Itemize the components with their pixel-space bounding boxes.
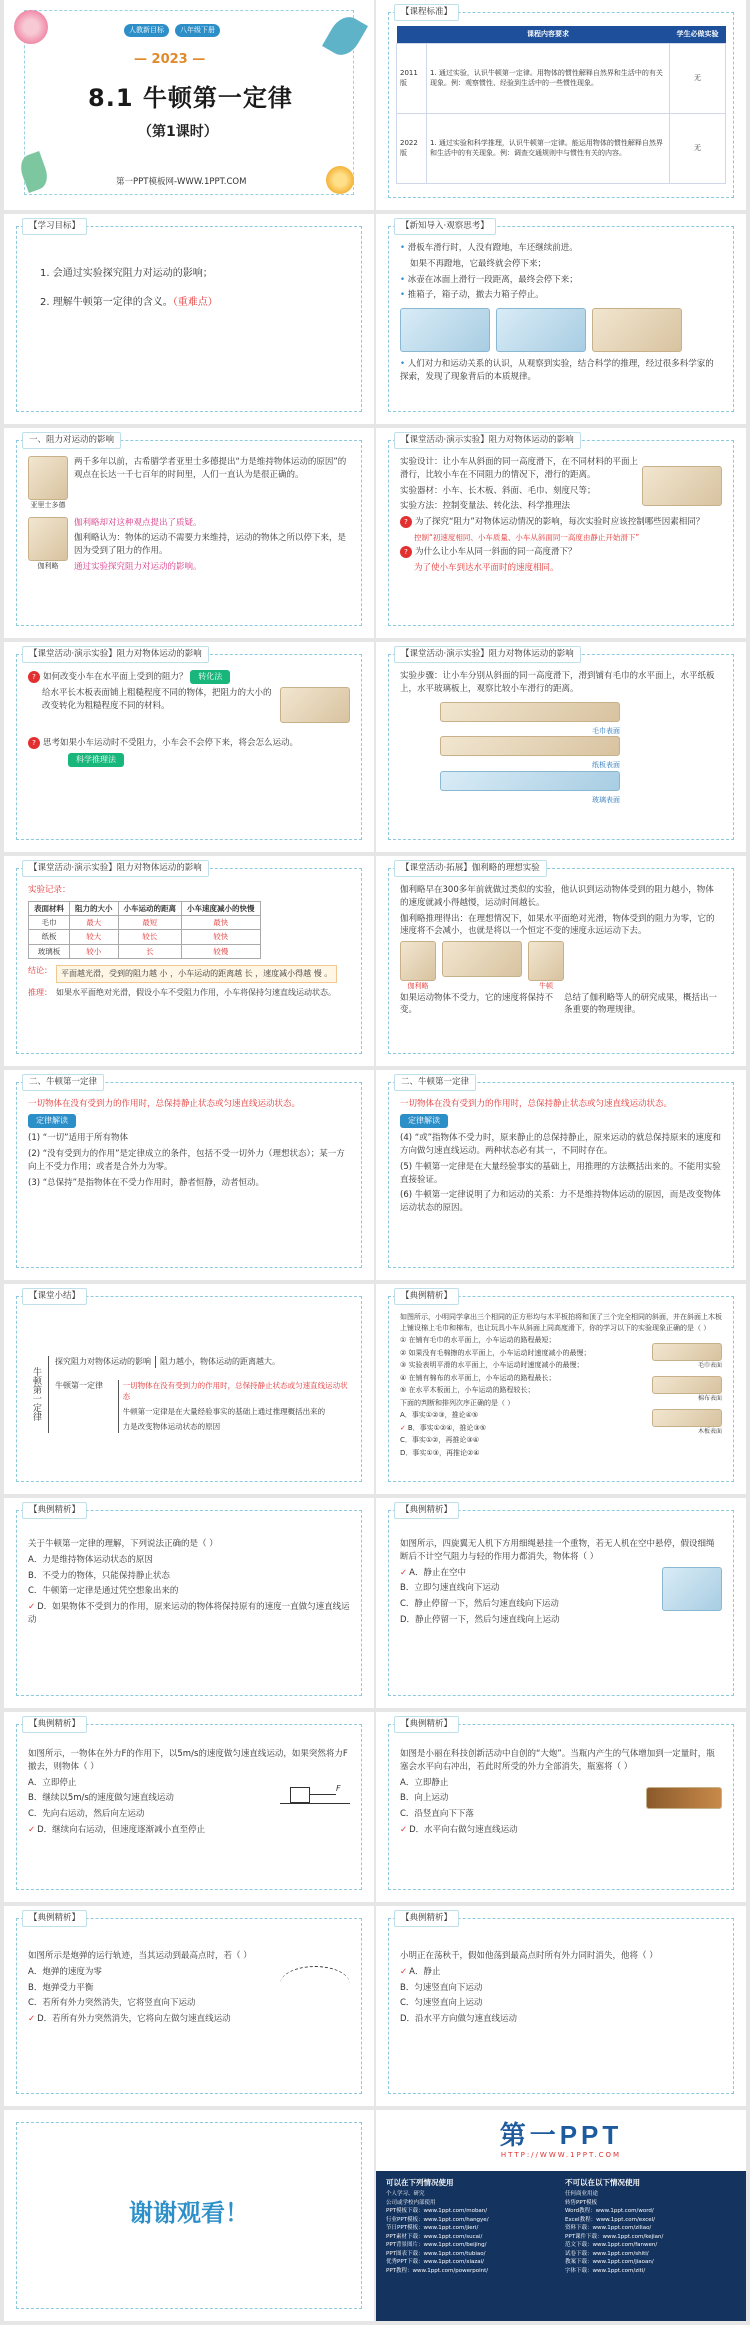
slide-tag: 【课堂活动·演示实验】阻力对物体运动的影响 (394, 646, 581, 663)
option[interactable]: C．静止停留一下，然后匀速直线向下运动 (400, 1599, 559, 1609)
thanks-slide (4, 2110, 374, 2321)
promo-col2-title: 不可以在以下情况使用 (565, 2178, 640, 2187)
ex2-stem: 关于牛顿第一定律的理解，下列说法正确的是（ ） (28, 1539, 218, 1549)
infer-label: 推理： (28, 987, 52, 997)
summary-slide (4, 1284, 374, 1494)
option[interactable]: B．向上运动 (400, 1793, 449, 1804)
check-icon: ✓ (28, 2014, 36, 2024)
intro-line: • 推箱子，箱子动，撤去力箱子停止。 (400, 289, 722, 302)
check-icon: ✓ (400, 1824, 408, 1835)
promo-col1-title: 可以在下列情况使用 (386, 2178, 454, 2187)
ex5-slide (376, 1712, 746, 1902)
promo-link[interactable]: 字体下载：www.1ppt.com/ziti/ (565, 2267, 646, 2274)
lesson-subtitle: （第1课时） (138, 124, 218, 140)
law-text: 一切物体在没有受到力的作用时，总保持静止状态或匀速直线运动状态。 (28, 1099, 301, 1109)
glass-track (440, 771, 620, 791)
promo-link[interactable]: 优秀PPT下载：www.1ppt.com/xiazai/ (386, 2259, 485, 2266)
ideal-p3: 如果运动物体不受力，它的速度将保持不变。 (400, 992, 554, 1016)
promo-slide (376, 2110, 746, 2321)
table-cell: 较长 (118, 930, 182, 944)
intro-line: • 冰壶在冰面上滑行一段距离，最终会停下来； (400, 274, 722, 287)
surface-label: 棉布表面 (697, 1395, 722, 1402)
history-p4: 通过实验探究阻力对运动的影响。 (74, 561, 202, 572)
standards-slide (376, 0, 746, 210)
board-track (440, 736, 620, 756)
slide-tag: 二、牛顿第一定律 (22, 1074, 104, 1091)
exp1-a1: 控制“初速度相同、小车质量、小车从斜面同一高度由静止开始滑下” (414, 532, 640, 542)
promo-link[interactable]: PPT背景图片：www.1ppt.com/beijing/ (386, 2242, 487, 2249)
surface-label: 毛巾表面 (697, 1362, 722, 1369)
law-item: (5) 牛顿第一定律是在大量经验事实的基础上，用推理的方法概括出来的。不能用实验直接验证。 (400, 1161, 721, 1185)
law-text: 一切物体在没有受到力的作用时，总保持静止状态或匀速直线运动状态。 (400, 1099, 673, 1109)
table-cell: 毛巾 (29, 916, 70, 930)
table-cell: 较慢 (182, 944, 261, 958)
ex6-slide (4, 1906, 374, 2106)
flower-decoration (14, 10, 48, 44)
portrait-name: 伽利略 (37, 561, 59, 570)
key-mark: （重难点） (172, 297, 218, 308)
summary-leaf: 力是改变物体运动状态的原因 (122, 1422, 221, 1432)
exp1-slide (376, 428, 746, 638)
exp3-text: 实验步骤：让小车分别从斜面的同一高度滑下，滑到铺有毛巾的水平面上，水平纸板上，水平玻璃板上，观察比较小车滑行的距离。 (400, 671, 715, 694)
ex1-step: ② 如果没有毛棉擦的水平面上，小车运动时速度减小的最慢； (400, 1348, 591, 1357)
exp1-equip: 实验器材：小车、长木板、斜面、毛巾、刻度尺等； (400, 485, 596, 496)
ramp-image (280, 687, 350, 723)
option[interactable]: C．沿竖直向下下落 (400, 1809, 474, 1819)
table-cell: 较快 (182, 930, 261, 944)
ex1-hint: 下面的判断和排列次序正确的是（ ） (400, 1398, 515, 1407)
title-slide (4, 0, 374, 210)
option[interactable]: B．事实①②④，推论③⑤ (407, 1423, 487, 1432)
flower-decoration-2 (326, 166, 354, 194)
exp1-q1: 为了探究“阻力”对物体运动情况的影响，每次实验时应该控制哪些因素相同？ (415, 517, 705, 527)
option[interactable]: C．若所有外力突然消失，它将竖直向下运动 (28, 1998, 196, 2009)
table-cell: 玻璃板 (29, 944, 70, 958)
history-p1: 两千多年以前，古希腊学者亚里士多德提出“力是维持物体运动的原因”的观点在长达一千七百年的时间里，人们一直认为是很正确的。 (74, 457, 347, 480)
table-cell: 长 (118, 944, 182, 958)
intro-bottom: • 人们对力和运动关系的认识，从观察到实验，结合科学的推理，经过很多科学家的探索，发现了现象背后的本质规律。 (400, 358, 722, 384)
slide-tag: 【典例精析】 (394, 1716, 459, 1733)
check-icon: ✓ (28, 1824, 36, 1835)
option[interactable]: A．炮弹的速度为零 (28, 1966, 102, 1977)
row-year: 2022 版 (397, 113, 427, 183)
ppt-logo: 第一PPT (499, 2120, 623, 2150)
exp2-q: 如何改变小车在水平面上受到的阻力？ (43, 672, 188, 682)
law-item: (4) “或”指物体不受力时，原来静止的总保持静止，原来运动的就总保持原来的速度和方向做匀速直线运动。两种状态必有其一，不同时存在。 (400, 1133, 722, 1156)
ex4-stem: 如图所示，一物体在外力F的作用下，以5m/s的速度做匀速直线运动，如果突然将力F撤去，则物体（ ） (28, 1749, 348, 1772)
trajectory-icon (280, 1966, 350, 2002)
option[interactable]: A．事实①②③，推论④⑤ (400, 1411, 479, 1419)
option[interactable]: D．继续向右运动，但速度逐渐减小直至停止 (37, 1824, 206, 1835)
intro-line: • 滑板车滑行时，人没有蹬地，车还继续前进。 (400, 242, 722, 255)
portrait-name: 亚里士多德 (30, 501, 66, 509)
row-exp: 无 (670, 113, 726, 183)
table-cell: 最大 (70, 916, 119, 930)
promo-link[interactable]: 资料下载：www.1ppt.com/ziliao/ (565, 2225, 652, 2232)
option[interactable]: A．静止 (409, 1966, 441, 1977)
option[interactable]: B．继续以5m/s的速度做匀速直线运动 (28, 1793, 174, 1804)
history-p3: 伽利略认为：物体的运动不需要力来维持，运动的物体之所以停下来，是因为受到了阻力的作用。 (74, 533, 347, 556)
newton-portrait (528, 941, 564, 981)
option[interactable]: D．沿水平方向做匀速直线运动 (400, 2014, 518, 2024)
ex3-slide (376, 1498, 746, 1708)
table-header: 小车运动的距离 (118, 901, 182, 915)
ex1-step: ① 在铺有毛巾的水平面上，小车运动的路程最短； (400, 1336, 556, 1344)
promo-link[interactable]: Word教程：www.1ppt.com/word/ (565, 2208, 654, 2215)
q-icon: ? (28, 737, 40, 749)
record-title: 实验记录： (28, 885, 71, 895)
conclusion-box: 平面越光滑，受到的阻力越 小 ，小车运动的距离越 长 ，速度减小得越 慢 。 (56, 965, 337, 983)
col-header: 课程内容要求 (427, 26, 670, 43)
summary-leaf: 一切物体在没有受到力的作用时，总保持静止状态或匀速直线运动状态 (122, 1380, 348, 1401)
promo-link[interactable]: 教案下载：www.1ppt.com/jiaoan/ (565, 2259, 654, 2266)
option[interactable]: D．静止停留一下，然后匀速直线向上运动 (400, 1614, 560, 1625)
law-item: (2) “没有受到力的作用”是定律成立的条件，包括不受一切外力（理想状态）；某一方向上不受力作用；或者是合外力为零。 (28, 1149, 345, 1172)
option[interactable]: A．力是维持物体运动状态的原因 (28, 1554, 153, 1565)
summary-branch: 探究阻力对物体运动的影响 (55, 1356, 151, 1366)
intro-slide (376, 214, 746, 424)
law2-slide (376, 1070, 746, 1280)
portrait-name: 伽利略 (407, 982, 429, 990)
option[interactable]: C．牛顿第一定律是通过凭空想象出来的 (28, 1586, 179, 1597)
slide-tag: 【典例精析】 (394, 1502, 459, 1519)
standards-table (396, 26, 726, 184)
promo-link[interactable]: PPT素材下载：www.1ppt.com/sucai/ (386, 2233, 483, 2240)
exp2-slide (4, 642, 374, 852)
grade-badge: 八年级下册 (175, 24, 220, 37)
slide-tag: 【典例精析】 (22, 1716, 87, 1733)
option[interactable]: D．事实①③，再推论②④ (400, 1448, 480, 1457)
row-exp: 无 (670, 43, 726, 113)
check-icon: ✓ (400, 1423, 406, 1432)
table-header: 小车速度减小的快慢 (182, 901, 261, 915)
box-push-image (592, 308, 682, 352)
ex4-slide (4, 1712, 374, 1902)
lesson-title: 8.1 牛顿第一定律 (88, 84, 293, 112)
law1-slide (4, 1070, 374, 1280)
table-cell: 较小 (70, 944, 119, 958)
slide-tag: 【典例精析】 (394, 1288, 459, 1305)
ground-line (280, 1803, 350, 1804)
promo-link[interactable]: 行业PPT模板：www.1ppt.com/hangye/ (386, 2216, 489, 2223)
promo-link[interactable]: 试卷下载：www.1ppt.com/shiti/ (565, 2250, 649, 2257)
track-label: 纸板表面 (592, 761, 620, 769)
summary-leaf: 阻力越小，物体运动的距离越大。 (155, 1356, 280, 1368)
ppt-url: HTTP://WWW.1PPT.COM (500, 2151, 622, 2159)
ex7-slide (376, 1906, 746, 2106)
promo-link[interactable]: PPT模板下载：www.1ppt.com/moban/ (386, 2208, 488, 2215)
q-icon: ? (28, 671, 40, 683)
block-icon (290, 1787, 310, 1803)
table-cell: 较大 (70, 930, 119, 944)
slide-tag: 【课堂活动·演示实验】阻力对物体运动的影响 (22, 860, 209, 877)
slide-tag: 一、阻力对运动的影响 (22, 432, 121, 449)
record-table (28, 901, 261, 959)
interpret-pill: 定律解读 (400, 1114, 448, 1128)
ramp-image (642, 466, 722, 506)
history-slide (4, 428, 374, 638)
ideal-p2: 伽利略推理得出：在理想情况下，如果水平面绝对光滑，物体受到的阻力为零，它的速度将不会减小，也就是将以一个恒定不变的速度永远运动下去。 (400, 913, 715, 937)
track-label: 玻璃表面 (592, 795, 620, 804)
infer-text: 如果水平面绝对光滑，假设小车不受阻力作用，小车将保持匀速直线运动状态。 (56, 987, 336, 997)
slide-tag: 【新知导入·观察思考】 (394, 218, 496, 235)
force-arrow-icon (310, 1794, 336, 1795)
ex1-slide (376, 1284, 746, 1494)
aristotle-portrait (28, 456, 68, 500)
row-content: 1. 通过实验，认识牛顿第一定律。用物体的惯性解释自然界和生活中的有关现象。例：观察惯性、经验到生活中的一些惯性现象。 (427, 43, 670, 113)
slide-tag: 【课堂活动·拓展】伽利略的理想实验 (394, 860, 547, 877)
promo-link[interactable]: Excel教程：www.1ppt.com/excel/ (565, 2216, 656, 2223)
method-pill: 转化法 (190, 670, 230, 684)
option[interactable]: B．匀速竖直向下运动 (400, 1982, 483, 1993)
slide-tag: 【典例精析】 (22, 1910, 87, 1927)
promo-link[interactable]: PPT教程：www.1ppt.com/powerpoint/ (386, 2267, 489, 2274)
exp1-a2: 为了使小车到达水平面时的速度相同。 (414, 562, 559, 573)
exp3-slide (376, 642, 746, 852)
ex1-step: ⑤ 在水平木板面上，小车运动的路程较长； (400, 1386, 535, 1394)
cotton-surface-image (652, 1376, 722, 1394)
ex5-stem: 如图是小丽在科技创新活动中自创的“大炮”。当瓶内产生的气体增加到一定量时，瓶塞会水平向右冲出，若此时所受的外力全部消失，瓶塞将（ ） (400, 1749, 715, 1772)
ideal-p4: 总结了伽利略等人的研究成果，概括出一条重要的物理规律。 (564, 992, 718, 1016)
galileo-portrait (28, 517, 68, 561)
conclusion-label: 结论： (28, 965, 52, 975)
exp1-q2: 为什么让小车从同一斜面的同一高度滑下？ (415, 547, 577, 557)
surface-label: 木板表面 (697, 1428, 722, 1435)
track-label: 毛巾表面 (592, 726, 620, 735)
option[interactable]: C．先向右运动，然后向左运动 (28, 1809, 145, 1819)
slide-tag: 【学习目标】 (22, 218, 87, 235)
ex6-stem: 如图所示是炮弹的运行轨迹，当其运动到最高点时，若（ ） (28, 1951, 252, 1961)
table-header: 表面材料 (29, 901, 70, 915)
exp2-q2: 思考如果小车运动时不受阻力，小车会不会停下来，将会怎么运动。 (43, 738, 299, 748)
option[interactable]: D．水平向右做匀速直线运动 (409, 1824, 518, 1835)
promo-item: 转售PPT模板 (565, 2199, 597, 2206)
q-icon: ? (400, 516, 412, 528)
ex1-step: ④ 在铺有棉布的水平面上，小车运动的路程最长； (400, 1373, 556, 1382)
promo-link[interactable]: 节日PPT模板：www.1ppt.com/jieri/ (386, 2225, 479, 2232)
slide-tag: 【课堂活动·演示实验】阻力对物体运动的影响 (394, 432, 581, 449)
table-cell: 最快 (182, 916, 261, 930)
exp1-method: 实验方法：控制变量法、转化法、科学推理法 (400, 501, 571, 512)
summary-branch: 牛顿第一定律 (55, 1380, 103, 1390)
slide-tag: 【典例精析】 (22, 1502, 87, 1519)
year-label: — 2023 — (134, 52, 206, 67)
promo-link[interactable]: PPT图表下载：www.1ppt.com/tubiao/ (386, 2250, 486, 2257)
row-content: 1. 通过实验和科学推理，认识牛顿第一定律。能运用物体的惯性解释自然界和生活中的有关现象。例：调查交通规则中与惯性有关的内容。 (427, 113, 670, 183)
slide-tag: 【典例精析】 (394, 1910, 459, 1927)
galileo-portrait (400, 941, 436, 981)
record-slide (4, 856, 374, 1066)
promo-item: 公司或学校内部使用 (386, 2199, 436, 2206)
promo-col1-list (386, 2190, 557, 2275)
summary-root: 牛顿第一定律 (31, 1367, 41, 1421)
summary-leaf: 牛顿第一定律是在大量经验事实的基础上通过推理概括出来的 (122, 1407, 326, 1416)
goals-slide (4, 214, 374, 424)
law-item: (6) 牛顿第一定律说明了力和运动的关系：力不是维持物体运动的原因，而是改变物体运动状态的原因。 (400, 1190, 721, 1213)
promo-link[interactable]: PPT课件下载：www.1ppt.com/kejian/ (565, 2233, 664, 2240)
slide-tag: 【课程标准】 (394, 4, 459, 21)
slide-tag: 二、牛顿第一定律 (394, 1074, 476, 1091)
law-item: (1) “一切”适用于所有物体 (28, 1133, 129, 1144)
option[interactable]: A．静止在空中 (409, 1567, 466, 1578)
promo-item: 个人学习、研究 (386, 2191, 425, 2198)
option[interactable]: A．立即停止 (28, 1777, 77, 1788)
ex1-step: ③ 实验表明平滑的水平面上，小车运动时速度减小的最慢； (400, 1361, 584, 1369)
promo-item: 任何商业用途 (565, 2191, 599, 2198)
option[interactable]: D．如果物体不受到力的作用，原来运动的物体将保持原有的速度一直做匀速直线运动 (28, 1602, 350, 1625)
scooter-image (400, 308, 490, 352)
ex2-slide (4, 1498, 374, 1708)
ex1-stem: 如图所示，小明同学拿出三个相同的正方形均与木平板拍将和顶了三个完全相同的斜面，并在斜面上木板上铺设棉上毛巾和棉布，也让玩具小车从斜面上同高度滑下，你的学习以下的实验现象正确的是（ ） (400, 1313, 722, 1332)
check-icon: ✓ (28, 1602, 36, 1612)
option[interactable]: D．若所有外力突然消失，它将向左做匀速直线运动 (37, 2014, 231, 2024)
goal-item: 1. 会通过实验探究阻力对运动的影响； (40, 268, 213, 279)
col-header: 学生必做实验 (670, 26, 726, 43)
slide-tag: 【课堂活动·演示实验】阻力对物体运动的影响 (22, 646, 209, 663)
option[interactable]: C．事实①②，再推论③④ (400, 1436, 479, 1444)
table-cell: 纸板 (29, 930, 70, 944)
table-header: 阻力的大小 (70, 901, 119, 915)
interpret-pill: 定律解读 (28, 1114, 76, 1128)
towel-surface-image (652, 1343, 722, 1361)
row-year: 2011 版 (397, 43, 427, 113)
check-icon: ✓ (400, 1567, 408, 1578)
option[interactable]: B．炮弹受力平衡 (28, 1982, 94, 1993)
law-item: (3) “总保持”是指物体在不受力作用时，静者恒静，动者恒动。 (28, 1177, 265, 1188)
option[interactable]: B．不受力的物体，只能保持静止状态 (28, 1570, 170, 1581)
ex7-stem: 小明正在荡秋千，假如他荡到最高点时所有外力同时消失，他将（ ） (400, 1951, 658, 1961)
method-pill-2: 科学推理法 (68, 753, 124, 767)
slide-tag: 【课堂小结】 (22, 1288, 87, 1305)
ex3-stem: 如图所示，四旋翼无人机下方用细绳悬挂一个重物，若无人机在空中悬停，假设细绳断后不计空气阻力与轻的作用力都消失，物体将（ ） (400, 1539, 715, 1562)
promo-link[interactable]: 范文下载：www.1ppt.com/fanwen/ (565, 2242, 658, 2249)
curling-image (496, 308, 586, 352)
publisher-badge: 人教新目标 (124, 24, 169, 37)
history-p2: 伽利略却对这种观点提出了质疑。 (74, 517, 202, 528)
thanks-text: 谢谢观看！ (129, 2199, 249, 2227)
drone-image (662, 1567, 722, 1611)
option[interactable]: C．匀速竖直向上运动 (400, 1998, 483, 2009)
goal-item: 2. 理解牛顿第一定律的含义。 (40, 297, 173, 308)
table-cell: 最短 (118, 916, 182, 930)
intro-line: 如果不再蹬地，它最终就会停下来； (410, 258, 547, 269)
q-icon: ? (400, 546, 412, 558)
ramp-image (442, 941, 522, 977)
towel-track (440, 702, 620, 722)
option[interactable]: A．立即静止 (400, 1777, 449, 1788)
footer-site: 第一PPT模板网-WWW.1PPT.COM (116, 177, 247, 187)
exp1-purpose: 实验设计：让小车从斜面的同一高度滑下，在不同材料的平面上滑行，比较小车在不同阻力的情况下，滑行的距离。 (400, 457, 639, 480)
ideal-slide (376, 856, 746, 1066)
ideal-p1: 伽利略早在300多年前就做过类似的实验，他认识到运动物体受到的阻力越小，物体的速度就减小得越慢，运动时间越长。 (400, 885, 714, 908)
check-icon: ✓ (400, 1966, 408, 1977)
cannon-bottle-image (646, 1787, 722, 1809)
promo-col2-list (565, 2190, 736, 2275)
board-surface-image (652, 1409, 722, 1427)
exp2-a: 给水平长木板表面铺上粗糙程度不同的物体，把阻力的大小的改变转化为粗糙程度不同的材料。 (42, 688, 272, 711)
option[interactable]: B．立即匀速直线向下运动 (400, 1583, 500, 1594)
force-label: F (336, 1783, 341, 1793)
portrait-name: 牛顿 (539, 982, 553, 990)
